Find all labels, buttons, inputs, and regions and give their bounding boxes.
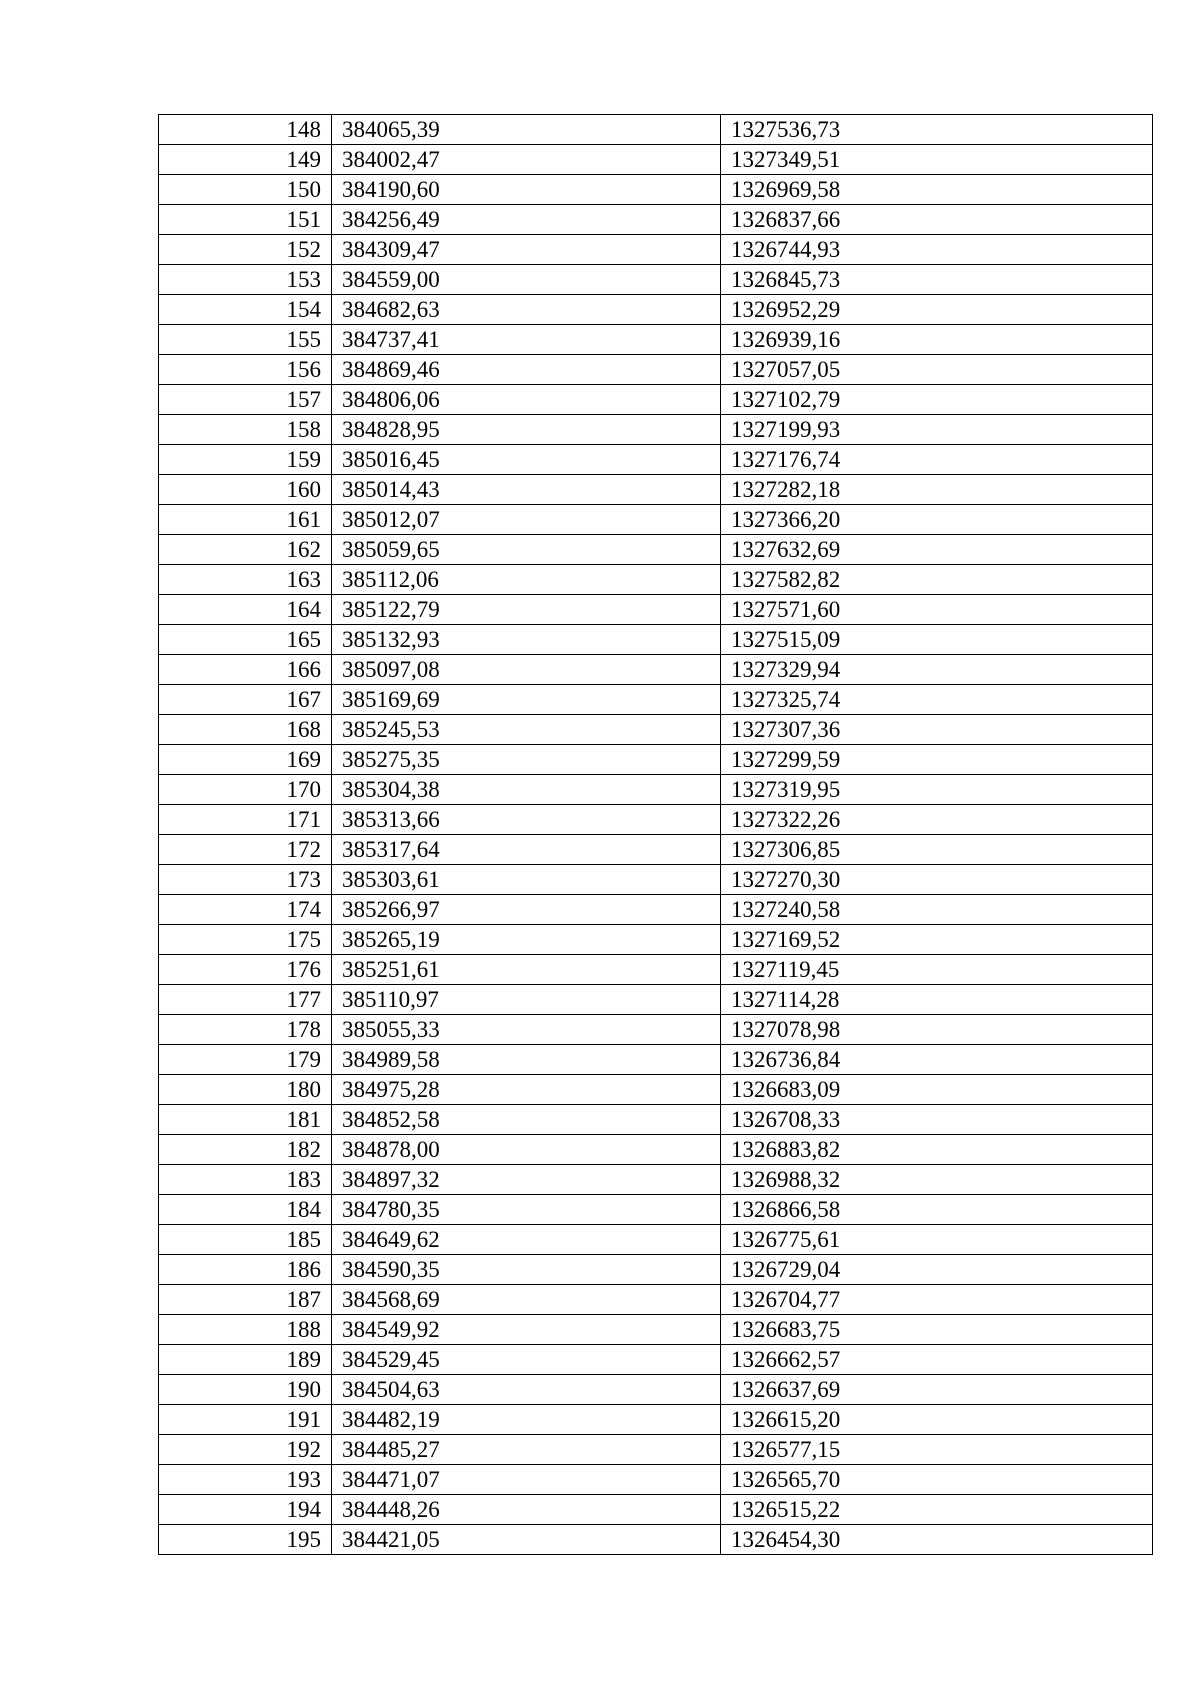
x-coordinate-cell: 384590,35	[332, 1255, 721, 1285]
x-coordinate-cell: 385317,64	[332, 835, 721, 865]
y-coordinate-cell: 1327582,82	[721, 565, 1153, 595]
point-number-cell: 180	[159, 1075, 332, 1105]
x-coordinate-cell: 385275,35	[332, 745, 721, 775]
x-coordinate-cell: 384975,28	[332, 1075, 721, 1105]
y-coordinate-cell: 1327319,95	[721, 775, 1153, 805]
table-row	[159, 955, 1153, 985]
y-coordinate-cell: 1327307,36	[721, 715, 1153, 745]
x-coordinate-cell: 385012,07	[332, 505, 721, 535]
y-coordinate-cell: 1327299,59	[721, 745, 1153, 775]
point-number-cell: 195	[159, 1525, 332, 1555]
point-number-cell: 176	[159, 955, 332, 985]
table-row	[159, 1345, 1153, 1375]
table-row	[159, 1225, 1153, 1255]
y-coordinate-cell: 1327240,58	[721, 895, 1153, 925]
x-coordinate-cell: 384737,41	[332, 325, 721, 355]
x-coordinate-cell: 384471,07	[332, 1465, 721, 1495]
table-row	[159, 265, 1153, 295]
x-coordinate-cell: 384682,63	[332, 295, 721, 325]
y-coordinate-cell: 1326952,29	[721, 295, 1153, 325]
y-coordinate-cell: 1327169,52	[721, 925, 1153, 955]
point-number-cell: 150	[159, 175, 332, 205]
y-coordinate-cell: 1326565,70	[721, 1465, 1153, 1495]
point-number-cell: 186	[159, 1255, 332, 1285]
y-coordinate-cell: 1326736,84	[721, 1045, 1153, 1075]
point-number-cell: 190	[159, 1375, 332, 1405]
x-coordinate-cell: 384559,00	[332, 265, 721, 295]
x-coordinate-cell: 384065,39	[332, 115, 721, 145]
table-row	[159, 355, 1153, 385]
table-row	[159, 1135, 1153, 1165]
x-coordinate-cell: 385014,43	[332, 475, 721, 505]
point-number-cell: 170	[159, 775, 332, 805]
point-number-cell: 187	[159, 1285, 332, 1315]
x-coordinate-cell: 384878,00	[332, 1135, 721, 1165]
x-coordinate-cell: 384806,06	[332, 385, 721, 415]
y-coordinate-cell: 1326969,58	[721, 175, 1153, 205]
y-coordinate-cell: 1326744,93	[721, 235, 1153, 265]
x-coordinate-cell: 385059,65	[332, 535, 721, 565]
table-row	[159, 1105, 1153, 1135]
point-number-cell: 157	[159, 385, 332, 415]
y-coordinate-cell: 1327349,51	[721, 145, 1153, 175]
point-number-cell: 166	[159, 655, 332, 685]
table-row	[159, 925, 1153, 955]
x-coordinate-cell: 384549,92	[332, 1315, 721, 1345]
y-coordinate-cell: 1326637,69	[721, 1375, 1153, 1405]
y-coordinate-cell: 1326454,30	[721, 1525, 1153, 1555]
x-coordinate-cell: 384869,46	[332, 355, 721, 385]
table-row	[159, 175, 1153, 205]
table-row	[159, 835, 1153, 865]
point-number-cell: 172	[159, 835, 332, 865]
point-number-cell: 177	[159, 985, 332, 1015]
point-number-cell: 171	[159, 805, 332, 835]
y-coordinate-cell: 1326683,75	[721, 1315, 1153, 1345]
table-row	[159, 145, 1153, 175]
point-number-cell: 193	[159, 1465, 332, 1495]
point-number-cell: 191	[159, 1405, 332, 1435]
x-coordinate-cell: 384421,05	[332, 1525, 721, 1555]
table-row	[159, 1285, 1153, 1315]
y-coordinate-cell: 1327282,18	[721, 475, 1153, 505]
table-row	[159, 535, 1153, 565]
table-row	[159, 1165, 1153, 1195]
y-coordinate-cell: 1327329,94	[721, 655, 1153, 685]
point-number-cell: 151	[159, 205, 332, 235]
table-row	[159, 985, 1153, 1015]
point-number-cell: 164	[159, 595, 332, 625]
point-number-cell: 167	[159, 685, 332, 715]
table-row	[159, 1195, 1153, 1225]
point-number-cell: 192	[159, 1435, 332, 1465]
table-row	[159, 115, 1153, 145]
table-row	[159, 1435, 1153, 1465]
x-coordinate-cell: 384256,49	[332, 205, 721, 235]
y-coordinate-cell: 1327176,74	[721, 445, 1153, 475]
y-coordinate-cell: 1327114,28	[721, 985, 1153, 1015]
y-coordinate-cell: 1326988,32	[721, 1165, 1153, 1195]
y-coordinate-cell: 1326704,77	[721, 1285, 1153, 1315]
point-number-cell: 152	[159, 235, 332, 265]
table-row	[159, 235, 1153, 265]
point-number-cell: 169	[159, 745, 332, 775]
table-row	[159, 805, 1153, 835]
table-row	[159, 595, 1153, 625]
y-coordinate-cell: 1327078,98	[721, 1015, 1153, 1045]
table-row	[159, 325, 1153, 355]
point-number-cell: 160	[159, 475, 332, 505]
table-row	[159, 715, 1153, 745]
point-number-cell: 153	[159, 265, 332, 295]
x-coordinate-cell: 385266,97	[332, 895, 721, 925]
x-coordinate-cell: 385304,38	[332, 775, 721, 805]
x-coordinate-cell: 385245,53	[332, 715, 721, 745]
y-coordinate-cell: 1326708,33	[721, 1105, 1153, 1135]
point-number-cell: 161	[159, 505, 332, 535]
x-coordinate-cell: 384448,26	[332, 1495, 721, 1525]
table-row	[159, 775, 1153, 805]
point-number-cell: 184	[159, 1195, 332, 1225]
point-number-cell: 179	[159, 1045, 332, 1075]
point-number-cell: 183	[159, 1165, 332, 1195]
x-coordinate-cell: 384529,45	[332, 1345, 721, 1375]
y-coordinate-cell: 1327322,26	[721, 805, 1153, 835]
x-coordinate-cell: 385251,61	[332, 955, 721, 985]
x-coordinate-cell: 384649,62	[332, 1225, 721, 1255]
x-coordinate-cell: 384482,19	[332, 1405, 721, 1435]
table-row	[159, 1495, 1153, 1525]
point-number-cell: 158	[159, 415, 332, 445]
y-coordinate-cell: 1327199,93	[721, 415, 1153, 445]
y-coordinate-cell: 1326837,66	[721, 205, 1153, 235]
x-coordinate-cell: 385265,19	[332, 925, 721, 955]
table-row	[159, 865, 1153, 895]
table-row	[159, 295, 1153, 325]
point-number-cell: 189	[159, 1345, 332, 1375]
x-coordinate-cell: 385303,61	[332, 865, 721, 895]
x-coordinate-cell: 384852,58	[332, 1105, 721, 1135]
y-coordinate-cell: 1326662,57	[721, 1345, 1153, 1375]
y-coordinate-cell: 1327325,74	[721, 685, 1153, 715]
table-row	[159, 475, 1153, 505]
point-number-cell: 155	[159, 325, 332, 355]
y-coordinate-cell: 1326577,15	[721, 1435, 1153, 1465]
table-row	[159, 1465, 1153, 1495]
x-coordinate-cell: 385112,06	[332, 565, 721, 595]
point-number-cell: 163	[159, 565, 332, 595]
y-coordinate-cell: 1326515,22	[721, 1495, 1153, 1525]
table-row	[159, 895, 1153, 925]
point-number-cell: 148	[159, 115, 332, 145]
x-coordinate-cell: 385055,33	[332, 1015, 721, 1045]
point-number-cell: 188	[159, 1315, 332, 1345]
table-row	[159, 685, 1153, 715]
x-coordinate-cell: 384568,69	[332, 1285, 721, 1315]
y-coordinate-cell: 1326845,73	[721, 265, 1153, 295]
x-coordinate-cell: 384504,63	[332, 1375, 721, 1405]
x-coordinate-cell: 384002,47	[332, 145, 721, 175]
table-row	[159, 655, 1153, 685]
table-row	[159, 1075, 1153, 1105]
point-number-cell: 175	[159, 925, 332, 955]
point-number-cell: 185	[159, 1225, 332, 1255]
y-coordinate-cell: 1326939,16	[721, 325, 1153, 355]
x-coordinate-cell: 385097,08	[332, 655, 721, 685]
table-row	[159, 745, 1153, 775]
table-row	[159, 625, 1153, 655]
point-number-cell: 194	[159, 1495, 332, 1525]
point-number-cell: 159	[159, 445, 332, 475]
y-coordinate-cell: 1327119,45	[721, 955, 1153, 985]
x-coordinate-cell: 384190,60	[332, 175, 721, 205]
x-coordinate-cell: 384485,27	[332, 1435, 721, 1465]
x-coordinate-cell: 384309,47	[332, 235, 721, 265]
y-coordinate-cell: 1326683,09	[721, 1075, 1153, 1105]
point-number-cell: 154	[159, 295, 332, 325]
point-number-cell: 182	[159, 1135, 332, 1165]
y-coordinate-cell: 1327515,09	[721, 625, 1153, 655]
table-row	[159, 1375, 1153, 1405]
x-coordinate-cell: 384828,95	[332, 415, 721, 445]
y-coordinate-cell: 1327270,30	[721, 865, 1153, 895]
x-coordinate-cell: 385016,45	[332, 445, 721, 475]
point-number-cell: 156	[159, 355, 332, 385]
y-coordinate-cell: 1327536,73	[721, 115, 1153, 145]
y-coordinate-cell: 1326883,82	[721, 1135, 1153, 1165]
x-coordinate-cell: 385110,97	[332, 985, 721, 1015]
y-coordinate-cell: 1327632,69	[721, 535, 1153, 565]
y-coordinate-cell: 1326615,20	[721, 1405, 1153, 1435]
point-number-cell: 168	[159, 715, 332, 745]
y-coordinate-cell: 1327366,20	[721, 505, 1153, 535]
table-row	[159, 565, 1153, 595]
point-number-cell: 162	[159, 535, 332, 565]
x-coordinate-cell: 385122,79	[332, 595, 721, 625]
table-row	[159, 385, 1153, 415]
y-coordinate-cell: 1327057,05	[721, 355, 1153, 385]
point-number-cell: 174	[159, 895, 332, 925]
point-number-cell: 173	[159, 865, 332, 895]
table-row	[159, 1255, 1153, 1285]
y-coordinate-cell: 1327571,60	[721, 595, 1153, 625]
coordinates-table	[158, 114, 1153, 1555]
y-coordinate-cell: 1326775,61	[721, 1225, 1153, 1255]
table-row	[159, 1045, 1153, 1075]
table-row	[159, 1405, 1153, 1435]
y-coordinate-cell: 1327306,85	[721, 835, 1153, 865]
point-number-cell: 165	[159, 625, 332, 655]
point-number-cell: 181	[159, 1105, 332, 1135]
y-coordinate-cell: 1326729,04	[721, 1255, 1153, 1285]
table-row	[159, 505, 1153, 535]
table-row	[159, 1015, 1153, 1045]
x-coordinate-cell: 385313,66	[332, 805, 721, 835]
table-row	[159, 1315, 1153, 1345]
x-coordinate-cell: 384780,35	[332, 1195, 721, 1225]
table-row	[159, 1525, 1153, 1555]
table-row	[159, 445, 1153, 475]
x-coordinate-cell: 385169,69	[332, 685, 721, 715]
x-coordinate-cell: 385132,93	[332, 625, 721, 655]
point-number-cell: 178	[159, 1015, 332, 1045]
x-coordinate-cell: 384897,32	[332, 1165, 721, 1195]
y-coordinate-cell: 1327102,79	[721, 385, 1153, 415]
table-row	[159, 415, 1153, 445]
y-coordinate-cell: 1326866,58	[721, 1195, 1153, 1225]
table-row	[159, 205, 1153, 235]
point-number-cell: 149	[159, 145, 332, 175]
x-coordinate-cell: 384989,58	[332, 1045, 721, 1075]
coordinates-table-body	[159, 115, 1153, 1555]
